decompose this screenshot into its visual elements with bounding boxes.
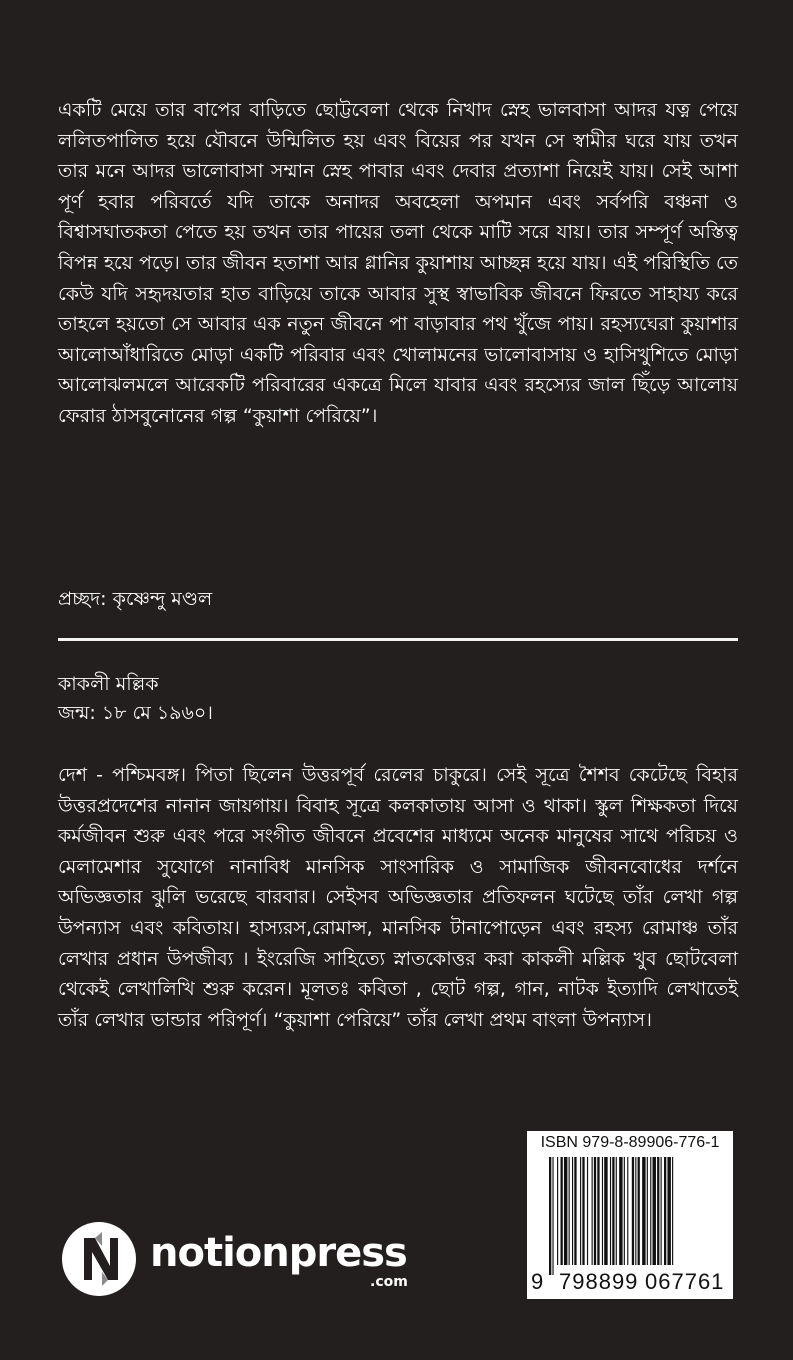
barcode-bar (572, 1157, 573, 1265)
back-cover-blurb: একটি মেয়ে তার বাপের বাড়িতে ছোট্টবেলা থেকে নিখাদ স্নেহ ভালবাসা আদর যত্ন পেয়ে ললিতপালিত হয়ে যৌবনে উন্মিলিত হয় এবং বিয়ের পর যখন সে স্বামীর ঘরে যায় তখন তার মনে আদর ভালোবাসা সম্মান স্নেহ পাবার এবং দেবার প্রত্যাশা নিয়েই যায়। সেই আশা পূর্ণ হবার পরিবর্তে যদি তাকে অনাদর অবহেলা অপমান এবং সর্বপরি বঞ্চনা ও বিশ্বাসঘাতকতা পেতে হয় তখন তার পায়ের তলা থেকে মাটি সরে যায়। তার সম্পূর্ণ অস্তিত্ব বিপন্ন হয়ে পড়ে। তার জীবন হতাশা আর গ্লানির কুয়াশায় আচ্ছন্ন হয়ে যায়। এই পরিস্থিতি তে কেউ যদি সহৃদয়তার হাত বাড়িয়ে তাকে আবার সুস্থ স্বাভাবিক জীবনে ফিরতে সাহায্য করে তাহলে হয়তো সে আবার এক নতুন জীবনে পা বাড়াবার পথ খুঁজে পায়। রহস্যঘেরা কুয়াশার আলোআঁধারিতে মোড়া একটি পরিবার এবং খোলামনের ভালোবাসায় ও হাসিখুশিতে মোড়া আলোঝলমলে আরেকটি পরিবারের একত্রে মিলে যাবার এবং রহস্যের জাল ছিঁড়ে আলোয় ফেরার ঠাসবুনোনের গল্প “কুয়াশা পেরিয়ে”। (58, 99, 738, 427)
barcode-bar (594, 1157, 596, 1265)
barcode-bar (624, 1157, 625, 1265)
barcode-bar (612, 1157, 614, 1265)
barcode-bar (580, 1157, 581, 1265)
barcode-bar (557, 1157, 558, 1265)
barcode-bar (650, 1157, 651, 1265)
barcode-bar (672, 1157, 673, 1265)
author-info (58, 670, 738, 728)
barcode-bar (632, 1157, 634, 1265)
barcode-bar (647, 1157, 648, 1265)
barcode-digits-right: 067761 (645, 1269, 725, 1294)
barcode-bar (610, 1157, 611, 1265)
section-divider (58, 638, 738, 641)
barcode-bar (602, 1157, 603, 1265)
barcode-bar (642, 1157, 645, 1265)
isbn-label: ISBN 979-8-89906-776-1 (540, 1134, 720, 1151)
barcode-bar (664, 1157, 666, 1265)
barcode-bar (661, 1157, 662, 1265)
barcode-bar (592, 1157, 593, 1265)
barcode-digits-left: 798899 (559, 1269, 639, 1294)
barcode-bar (653, 1157, 656, 1265)
barcode-bar (549, 1157, 551, 1275)
barcode-bar (619, 1157, 622, 1265)
barcode-bar (582, 1157, 584, 1265)
isbn-barcode (527, 1131, 733, 1299)
barcode-bar (564, 1157, 567, 1265)
publisher-domain: .com (370, 1274, 408, 1290)
author-name: কাকলী মল্লিক (58, 673, 159, 695)
barcode-bar (552, 1157, 553, 1275)
author-bio: দেশ - পশ্চিমবঙ্গ। পিতা ছিলেন উত্তরপূর্ব রেলের চাকুরে। সেই সূত্রে শৈশব কেটেছে বিহার উত্তরপ্রদেশের নানান জায়গায়। বিবাহ সূত্রে কলকাতায় আসা ও থাকা। স্কুল শিক্ষকতা দিয়ে কর্মজীবন শুরু এবং পরে সংগীত জীবনে প্রবেশের মাধ্যমে অনেক মানুষের সাথে পরিচয় ও মেলামেশার সুযোগে নানাবিধ মানসিক সাংসারিক ও সামাজিক জীবনবোধের দর্শনে অভিজ্ঞতার ঝুলি ভরেছে বারবার। সেইসব অভিজ্ঞতার প্রতিফলন ঘটেছে তাঁর লেখা গল্প উপন্যাস এবং কবিতায়। হাস্যরস,রোমান্স, মানসিক টানাপোড়েন এবং রহস্য রোমাঞ্চ তাঁর লেখার প্রধান উপজীব্য । ইংরেজি সাহিত্যে স্নাতকোত্তর করা কাকলী মল্লিক খুব ছোটবেলা থেকেই লেখালিখি শুরু করেন। মূলতঃ কবিতা , ছোট গল্প, গান, নাটক ইত্যাদি লেখাতেই তাঁর লেখার ভান্ডার পরিপূর্ণ। “কুয়াশা পেরিয়ে” তাঁর লেখা প্রথম বাংলা উপন্যাস। (58, 764, 738, 1031)
barcode-bar (635, 1157, 636, 1265)
barcode-bar (561, 1157, 563, 1265)
author-birth-date: জন্ম: ১৮ মে ১৯৬০। (58, 702, 213, 724)
cover-design-credit: প্রচ্ছদ: কৃষ্ণেন্দু মণ্ডল (58, 588, 213, 610)
barcode-bar (616, 1157, 617, 1265)
barcode-digit-first: 9 (531, 1269, 545, 1294)
barcode-bar (657, 1157, 659, 1265)
barcode-bar (569, 1157, 570, 1265)
barcode-bar (638, 1157, 640, 1265)
barcode-bar (587, 1157, 588, 1265)
barcode-bars (543, 1157, 717, 1275)
barcode-bar (604, 1157, 607, 1265)
barcode-bar (627, 1157, 628, 1265)
barcode-bar (667, 1157, 670, 1265)
barcode-bar (597, 1157, 599, 1265)
publisher-wordmark: notionpress (150, 1230, 407, 1276)
barcode-bar (574, 1157, 576, 1265)
notion-press-n-logo-icon (62, 1222, 136, 1296)
publisher-logo (62, 1222, 422, 1298)
